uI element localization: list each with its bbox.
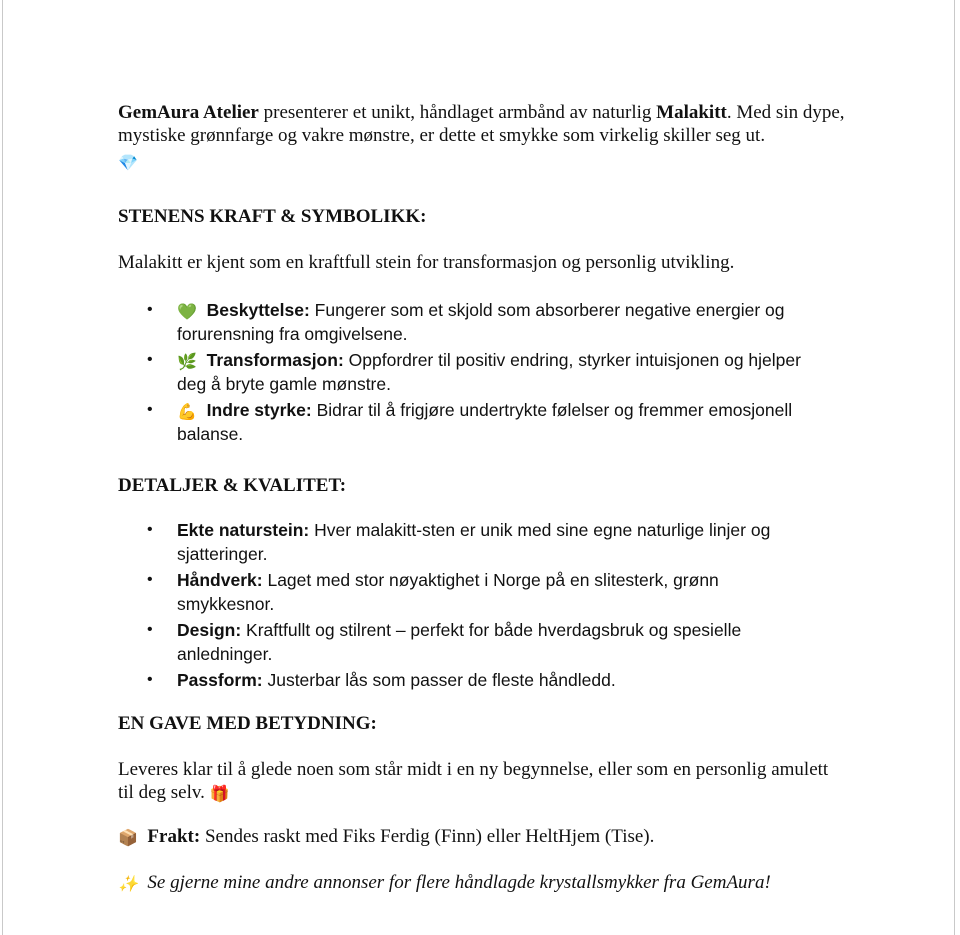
flexed-biceps-icon: 💪: [177, 404, 197, 421]
shipping-text: Sendes raskt med Fiks Ferdig (Finn) eller HeltHjem (Tise).: [200, 826, 655, 847]
item-text: Laget med stor nøyaktighet i Norge på en slitesterk, grønn smykkesnor.: [177, 570, 719, 614]
item-text: Justerbar lås som passer de fleste håndledd.: [262, 670, 616, 690]
bullet: •: [147, 671, 153, 688]
closing-line: [118, 871, 848, 894]
heading-gift: EN GAVE MED BETYDNING:: [118, 713, 377, 734]
heading-details: DETALJER & KVALITET:: [118, 475, 347, 496]
list-item: [118, 668, 818, 692]
item-text: Hver malakitt-sten er unik med sine egne naturlige linjer og sjatteringer.: [177, 520, 771, 564]
document-content: [118, 101, 848, 894]
closing-text: Se gjerne mine andre annonser for flere håndlagde krystallsmykker fra GemAura!: [147, 872, 771, 893]
details-list: [118, 518, 848, 692]
document-page: [2, 0, 955, 935]
intro-text-2: . Med sin dype, mystiske grønnfarge og vakre mønstre, er dette et smykke som virkelig skiller seg ut.: [118, 102, 845, 146]
brand-name: GemAura Atelier: [118, 102, 259, 123]
gift-paragraph: [118, 758, 848, 804]
gift-text: Leveres klar til å glede noen som står midt i en ny begynnelse, eller som en personlig amulett til deg selv.: [118, 759, 829, 803]
heading-power: STENENS KRAFT & SYMBOLIKK:: [118, 206, 427, 227]
package-icon: 📦: [118, 830, 138, 847]
herb-icon: 🌿: [177, 354, 197, 371]
list-item: [118, 518, 818, 566]
list-item: [118, 348, 818, 396]
item-text: Kraftfullt og stilrent – perfekt for både hverdagsbruk og spesielle anledninger.: [177, 620, 742, 664]
power-list: [118, 298, 848, 446]
item-label: Indre styrke:: [206, 400, 312, 420]
bullet: •: [147, 571, 153, 588]
stone-name: Malakitt: [656, 102, 727, 123]
list-item: [118, 568, 818, 616]
green-heart-icon: 💚: [177, 304, 197, 321]
intro-emoji-line: [118, 150, 848, 174]
intro-paragraph: [118, 101, 848, 147]
shipping-line: [118, 825, 848, 848]
gem-icon: 💎: [118, 155, 138, 172]
sparkles-icon: ✨: [118, 876, 138, 893]
shipping-label: Frakt:: [147, 826, 201, 847]
bullet: •: [147, 301, 153, 318]
gift-icon: 🎁: [209, 786, 230, 803]
intro-text-1: presenterer et unikt, håndlaget armbånd av naturlig: [258, 102, 657, 123]
item-label: Design:: [177, 620, 242, 640]
list-item: [118, 618, 818, 666]
power-lead: Malakitt er kjent som en kraftfull stein for transformasjon og personlig utvikling.: [118, 252, 735, 273]
item-label: Passform:: [177, 670, 263, 690]
item-text: Oppfordrer til positiv endring, styrker intuisjonen og hjelper deg å bryte gamle mønstre.: [177, 350, 801, 394]
item-text: Bidrar til å frigjøre undertrykte følelser og fremmer emosjonell balanse.: [177, 400, 793, 444]
bullet: •: [147, 401, 153, 418]
item-label: Håndverk:: [177, 570, 263, 590]
item-text: Fungerer som et skjold som absorberer negative energier og forurensning fra omgivelsene.: [177, 300, 785, 344]
item-label: Ekte naturstein:: [177, 520, 310, 540]
list-item: [118, 298, 818, 346]
list-item: [118, 398, 818, 446]
bullet: •: [147, 521, 153, 538]
item-label: Beskyttelse:: [206, 300, 310, 320]
bullet: •: [147, 621, 153, 638]
item-label: Transformasjon:: [206, 350, 344, 370]
bullet: •: [147, 351, 153, 368]
